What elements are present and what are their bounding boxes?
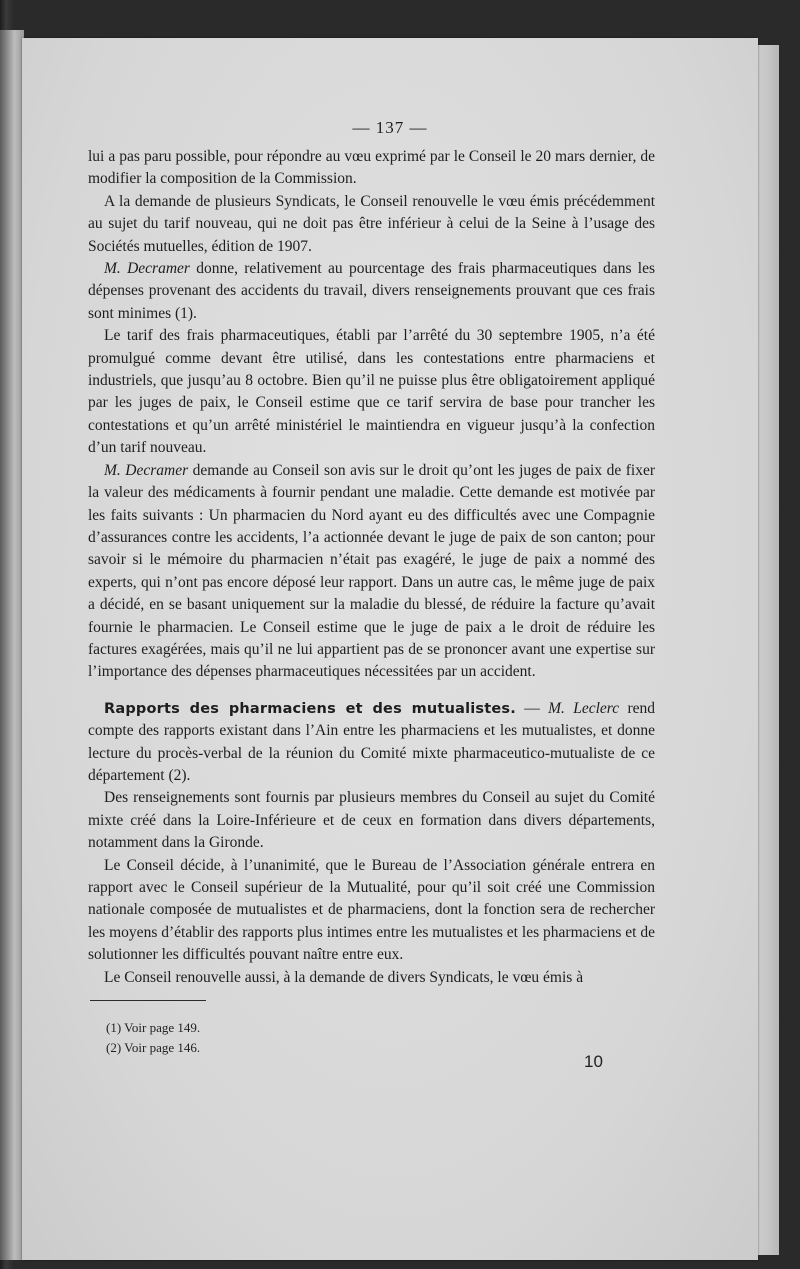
person-name: M. Decramer (104, 461, 189, 479)
paragraph: A la demande de plusieurs Syndicats, le Conseil renouvelle le vœu émis précédemment au sujet du tarif nouveau, qui ne doit pas être inférieur à celui de la Seine à l’usage des Sociétés mutuelles, édition de 1907. (88, 192, 655, 255)
heading-dash: — (515, 699, 549, 717)
footnote-rule (90, 1000, 206, 1001)
section-paragraph (88, 698, 655, 788)
paragraph (88, 460, 655, 684)
paragraph-text: rend compte des rapports existant dans l’Ain entre les pharmaciens et les mutualistes, et donne lecture du procès-verbal de la réunion du Comité mixte pharmaceutico-mutualiste de ce département (2). (88, 699, 655, 784)
paragraph: Le Conseil décide, à l’unanimité, que le Bureau de l’Association générale entrera en rapport avec le Conseil supérieur de la Mutualité, pour qu’il soit créé une Commission nationale composée de mutualistes et de pharmaciens, dont la fonction sera de rechercher les moyens d’établir des rapports plus intimes entre les mutualistes et les pharmaciens et de solutionner les difficultés pouvant naître entre eux. (88, 856, 655, 964)
person-name: M. Decramer (104, 260, 190, 278)
section-heading: Rapports des pharmaciens et des mutualistes. (104, 700, 516, 717)
paragraph: Des renseignements sont fournis par plusieurs membres du Conseil au sujet du Comité mixte créé dans la Loire-Inférieure et de ceux en formation dans divers départements, notamment dans la Gironde. (88, 789, 655, 852)
left-page-edge (0, 30, 24, 1260)
paragraph-text: demande au Conseil son avis sur le droit qu’ont les juges de paix de fixer la valeur des médicaments à fournir pendant une maladie. Cette demande est motivée par les faits suivants : Un pharmacien du Nord ayant eu des difficultés avec une Compagnie d’assurances contre les accidents, l’a actionnée devant le juge de paix de son canton; pour savoir si le mémoire du pharmacien n’était pas exagéré, le juge de paix a nommé des experts, qui n’ont pas encore déposé leur rapport. Dans un autre cas, le même juge de paix a décidé, en se basant uniquement sur la maladie du blessé, de réduire la facture qu’avait fournie le pharmacien. Le Conseil estime que le juge de paix a le droit de réduire les factures exagérées, mais qu’il ne lui appartient pas de se prononcer avant une expertise sur l’importance des dépenses pharmaceutiques nécessitées par un accident. (88, 461, 655, 681)
document-page (22, 38, 758, 1260)
page-body (88, 146, 655, 989)
paragraph (88, 258, 655, 325)
paragraph-text: donne, relativement au pourcentage des frais pharmaceutiques dans les dépenses provenant des accidents du travail, divers renseignements prouvant que ces frais sont minimes (1). (88, 260, 655, 322)
paragraph: Le Conseil renouvelle aussi, à la demande de divers Syndicats, le vœu émis à (104, 968, 584, 986)
footnotes (106, 1018, 200, 1058)
paragraph: lui a pas paru possible, pour répondre au vœu exprimé par le Conseil le 20 mars dernier, de modifier la composition de la Commission. (88, 148, 655, 188)
footnote: (1) Voir page 149. (106, 1020, 201, 1035)
person-name: M. Leclerc (548, 699, 620, 717)
signature-mark: 10 (584, 1052, 603, 1071)
paragraph: Le tarif des frais pharmaceutiques, établi par l’arrêté du 30 septembre 1905, n’a été promulgué comme devant être utilisé, dans les contestations entre pharmaciens et industriels, que jusqu’au 8 octobre. Bien qu’il ne puisse plus être obligatoirement appliqué par les juges de paix, le Conseil estime que ce tarif servira de base pour trancher les contestations et qu’un arrêté ministériel le maintiendra en vigueur jusqu’à la confection d’un tarif nouveau. (88, 327, 655, 457)
page-number: — 137 — (352, 118, 428, 137)
footnote: (2) Voir page 146. (106, 1040, 201, 1055)
